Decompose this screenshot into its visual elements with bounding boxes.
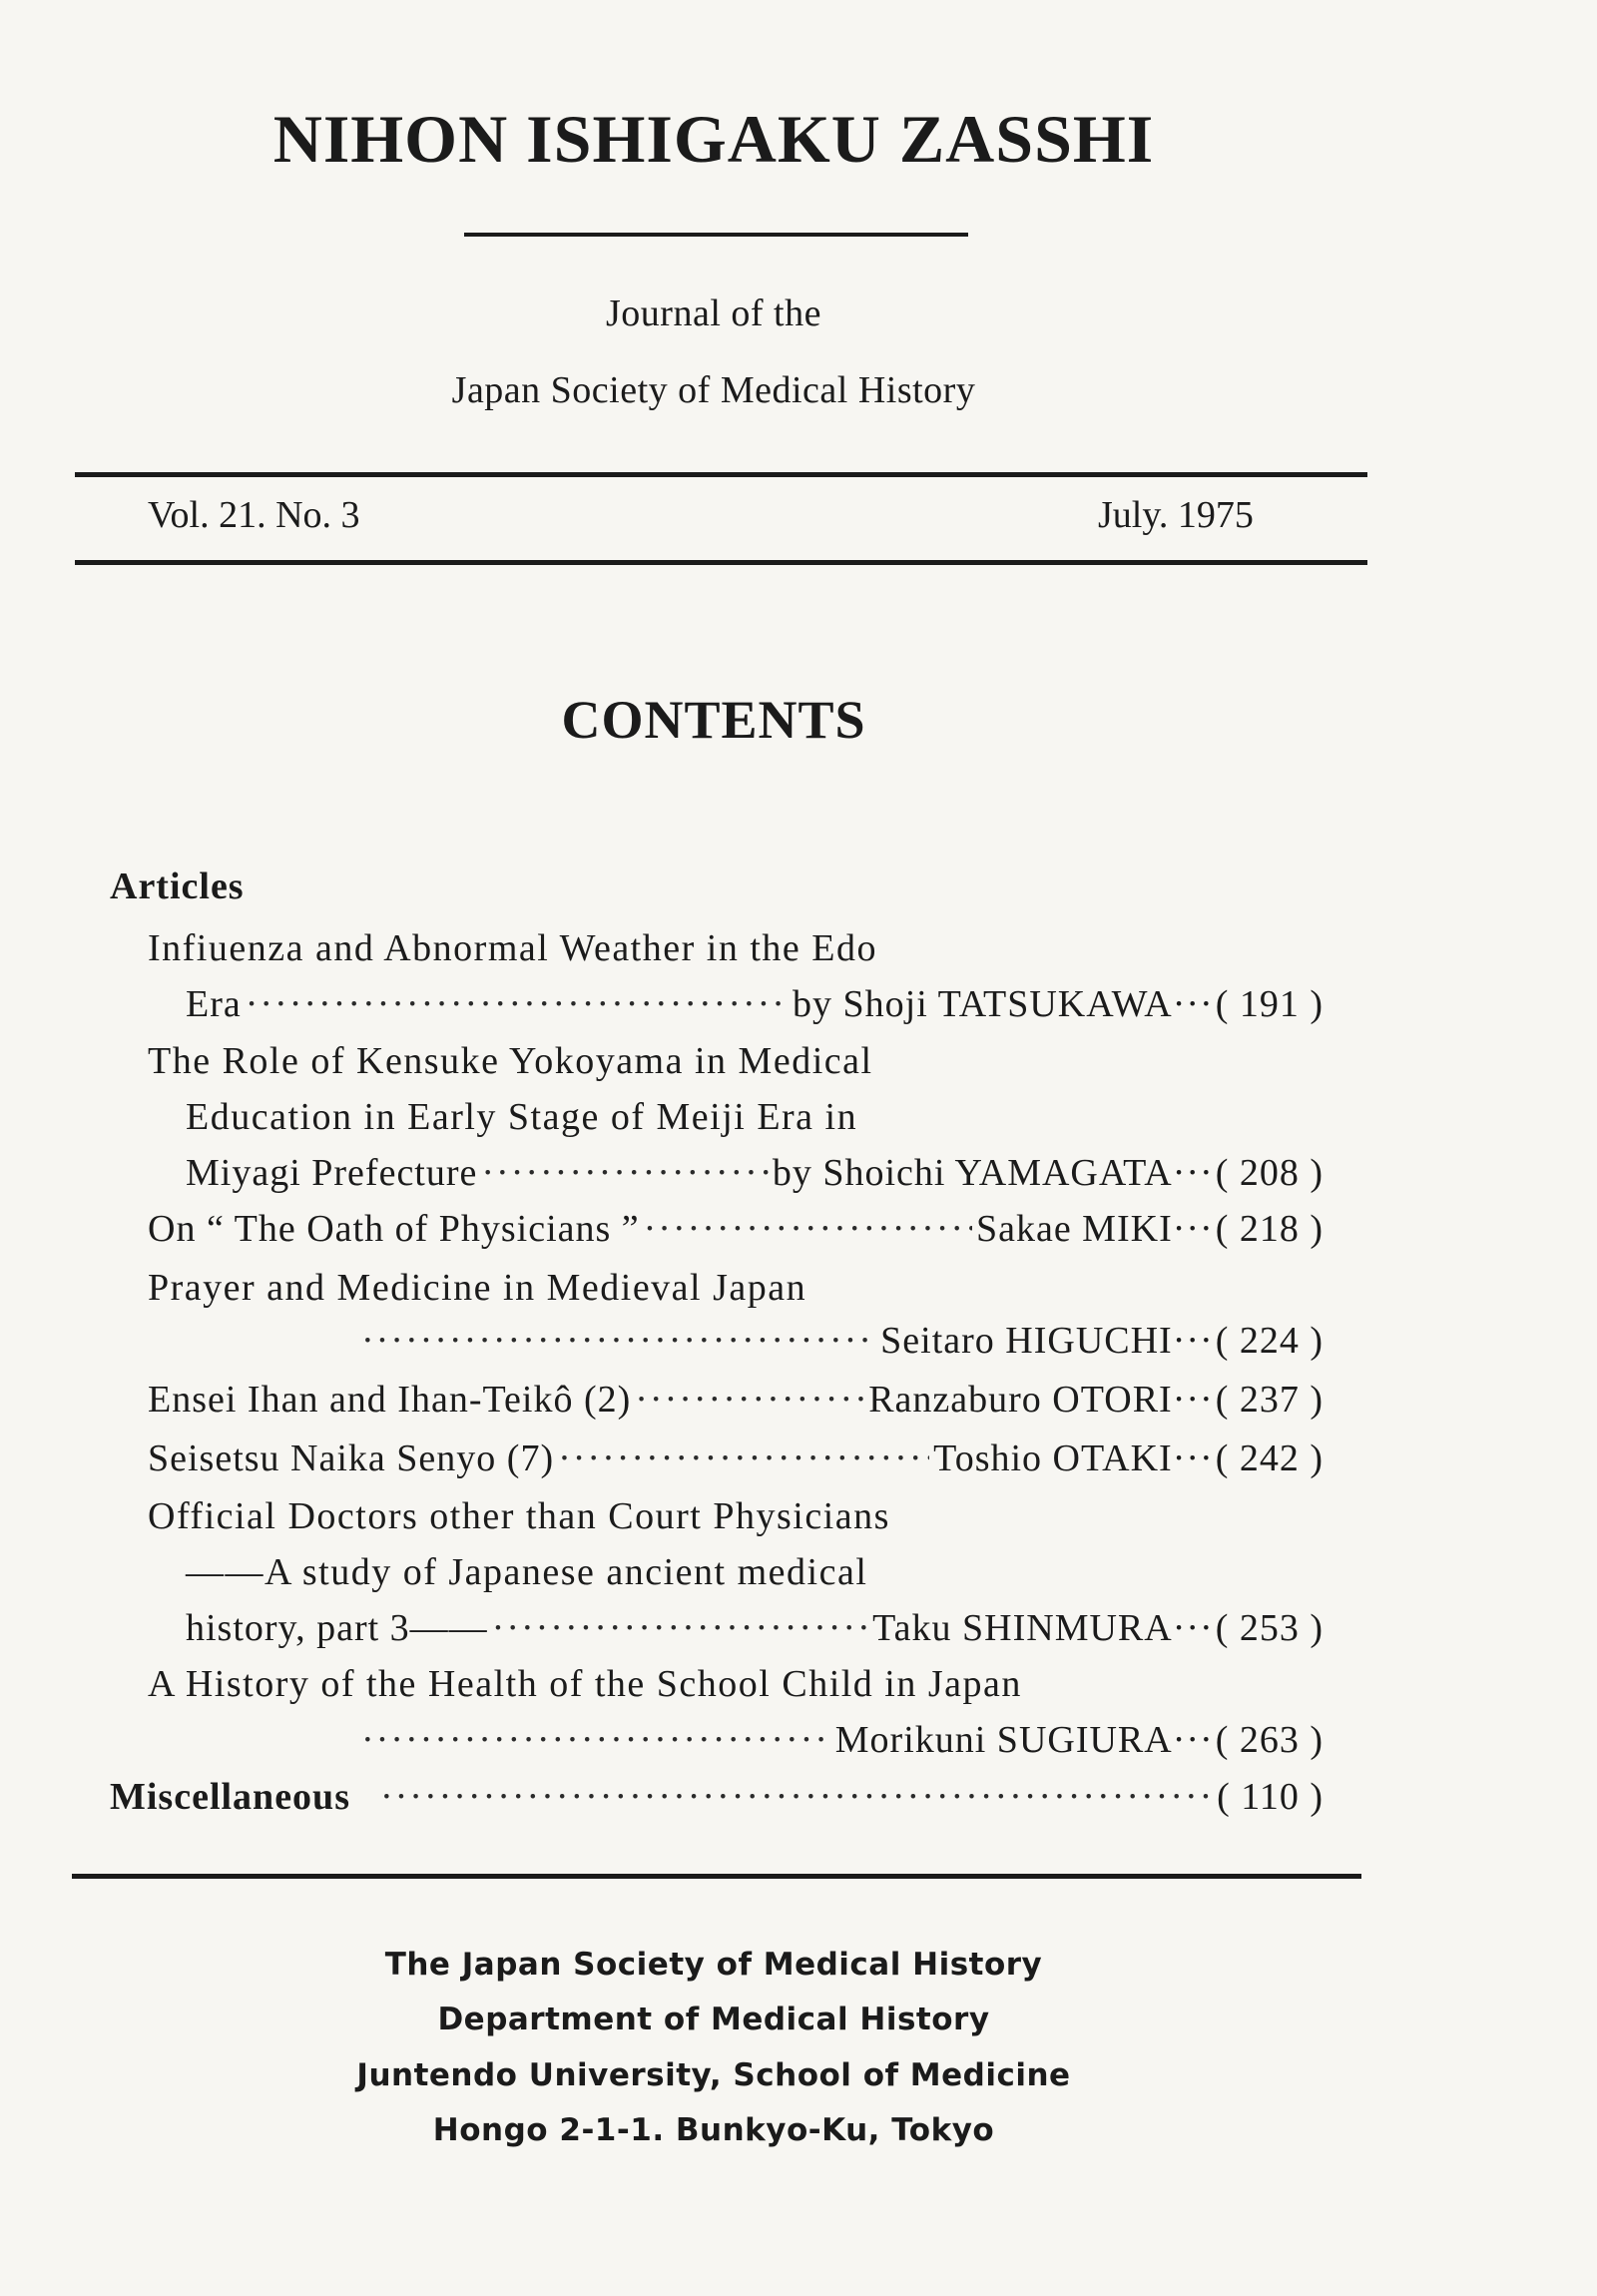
- article-title-line: Prayer and Medicine in Medieval Japan: [148, 1267, 807, 1309]
- dot-leader: [361, 1716, 831, 1764]
- articles-heading: Articles: [110, 865, 245, 907]
- toc-entry-row: [186, 1149, 1324, 1197]
- article-title-line: Infiuenza and Abnormal Weather in the Edo: [148, 927, 877, 969]
- miscellaneous-heading: Miscellaneous: [110, 1776, 350, 1818]
- article-title-line: Official Doctors other than Court Physicians: [148, 1495, 890, 1537]
- contents-bottom-rule: [72, 1874, 1361, 1879]
- toc-entry-row: [148, 1205, 1324, 1253]
- publisher-name: The Japan Society of Medical History: [384, 1947, 1043, 1983]
- article-title-line: A History of the Health of the School Child in Japan: [148, 1663, 1022, 1705]
- toc-entry-row: [148, 1376, 1324, 1424]
- contents-heading: CONTENTS: [561, 690, 866, 750]
- publisher-university: Juntendo University, School of Medicine: [356, 2057, 1071, 2093]
- subtitle-line-1: Journal of the: [606, 292, 821, 334]
- toc-entry-row: [357, 1317, 1324, 1365]
- publisher-department: Department of Medical History: [437, 2002, 990, 2037]
- title-underline: [464, 233, 968, 237]
- article-page: ( 263 ): [1215, 1719, 1324, 1761]
- article-author: Toshio OTAKI···: [933, 1437, 1214, 1479]
- article-page: ( 218 ): [1215, 1208, 1324, 1250]
- publisher-address: Hongo 2-1-1. Bunkyo-Ku, Tokyo: [432, 2112, 995, 2148]
- article-page: ( 242 ): [1215, 1437, 1324, 1479]
- toc-entry-row: [110, 1773, 1324, 1821]
- dot-leader: [481, 1149, 768, 1197]
- article-page: ( 191 ): [1215, 983, 1324, 1025]
- article-title-line: Era: [186, 983, 242, 1025]
- article-title-line: On “ The Oath of Physicians ”: [148, 1208, 640, 1250]
- article-title-line: ——A study of Japanese ancient medical: [186, 1551, 868, 1593]
- dot-leader: [380, 1773, 1211, 1821]
- article-title-line: Miyagi Prefecture: [186, 1152, 478, 1194]
- article-page: ( 224 ): [1215, 1320, 1324, 1362]
- toc-entry-row: [186, 1604, 1324, 1652]
- article-author: by Shoichi YAMAGATA···: [772, 1152, 1214, 1194]
- article-author: Seitaro HIGUCHI···: [880, 1320, 1214, 1362]
- volume-rule-bottom: [75, 560, 1367, 565]
- journal-title: NIHON ISHIGAKU ZASSHI: [272, 101, 1155, 177]
- article-title-line: history, part 3——: [186, 1607, 488, 1649]
- article-title-line: The Role of Kensuke Yokoyama in Medical: [148, 1040, 873, 1082]
- dot-leader: [361, 1317, 876, 1365]
- volume-rule-top: [75, 472, 1367, 477]
- article-title-line: Seisetsu Naika Senyo (7): [148, 1437, 555, 1479]
- dot-leader: [644, 1205, 972, 1253]
- dot-leader: [492, 1604, 868, 1652]
- article-page: ( 208 ): [1215, 1152, 1324, 1194]
- article-author: Sakae MIKI···: [975, 1208, 1214, 1250]
- subtitle-line-2: Japan Society of Medical History: [451, 369, 976, 411]
- issue-date: July. 1975: [1098, 494, 1254, 536]
- volume-number: Vol. 21. No. 3: [148, 494, 360, 536]
- dot-leader: [558, 1435, 929, 1482]
- article-author: Ranzaburo OTORI···: [868, 1379, 1214, 1421]
- article-page: ( 253 ): [1215, 1607, 1324, 1649]
- misc-page: ( 110 ): [1217, 1776, 1324, 1818]
- dot-leader: [246, 980, 789, 1028]
- article-page: ( 237 ): [1215, 1379, 1324, 1421]
- article-title-line: Education in Early Stage of Meiji Era in: [186, 1096, 858, 1138]
- toc-entry-row: [148, 1435, 1324, 1482]
- dot-leader: [635, 1376, 864, 1424]
- article-author: by Shoji TATSUKAWA···: [793, 983, 1214, 1025]
- toc-entry-row: [357, 1716, 1324, 1764]
- article-title-line: Ensei Ihan and Ihan-Teikô (2): [148, 1379, 632, 1421]
- article-author: Morikuni SUGIURA···: [834, 1719, 1214, 1761]
- article-author: Taku SHINMURA···: [872, 1607, 1214, 1649]
- toc-entry-row: [186, 980, 1324, 1028]
